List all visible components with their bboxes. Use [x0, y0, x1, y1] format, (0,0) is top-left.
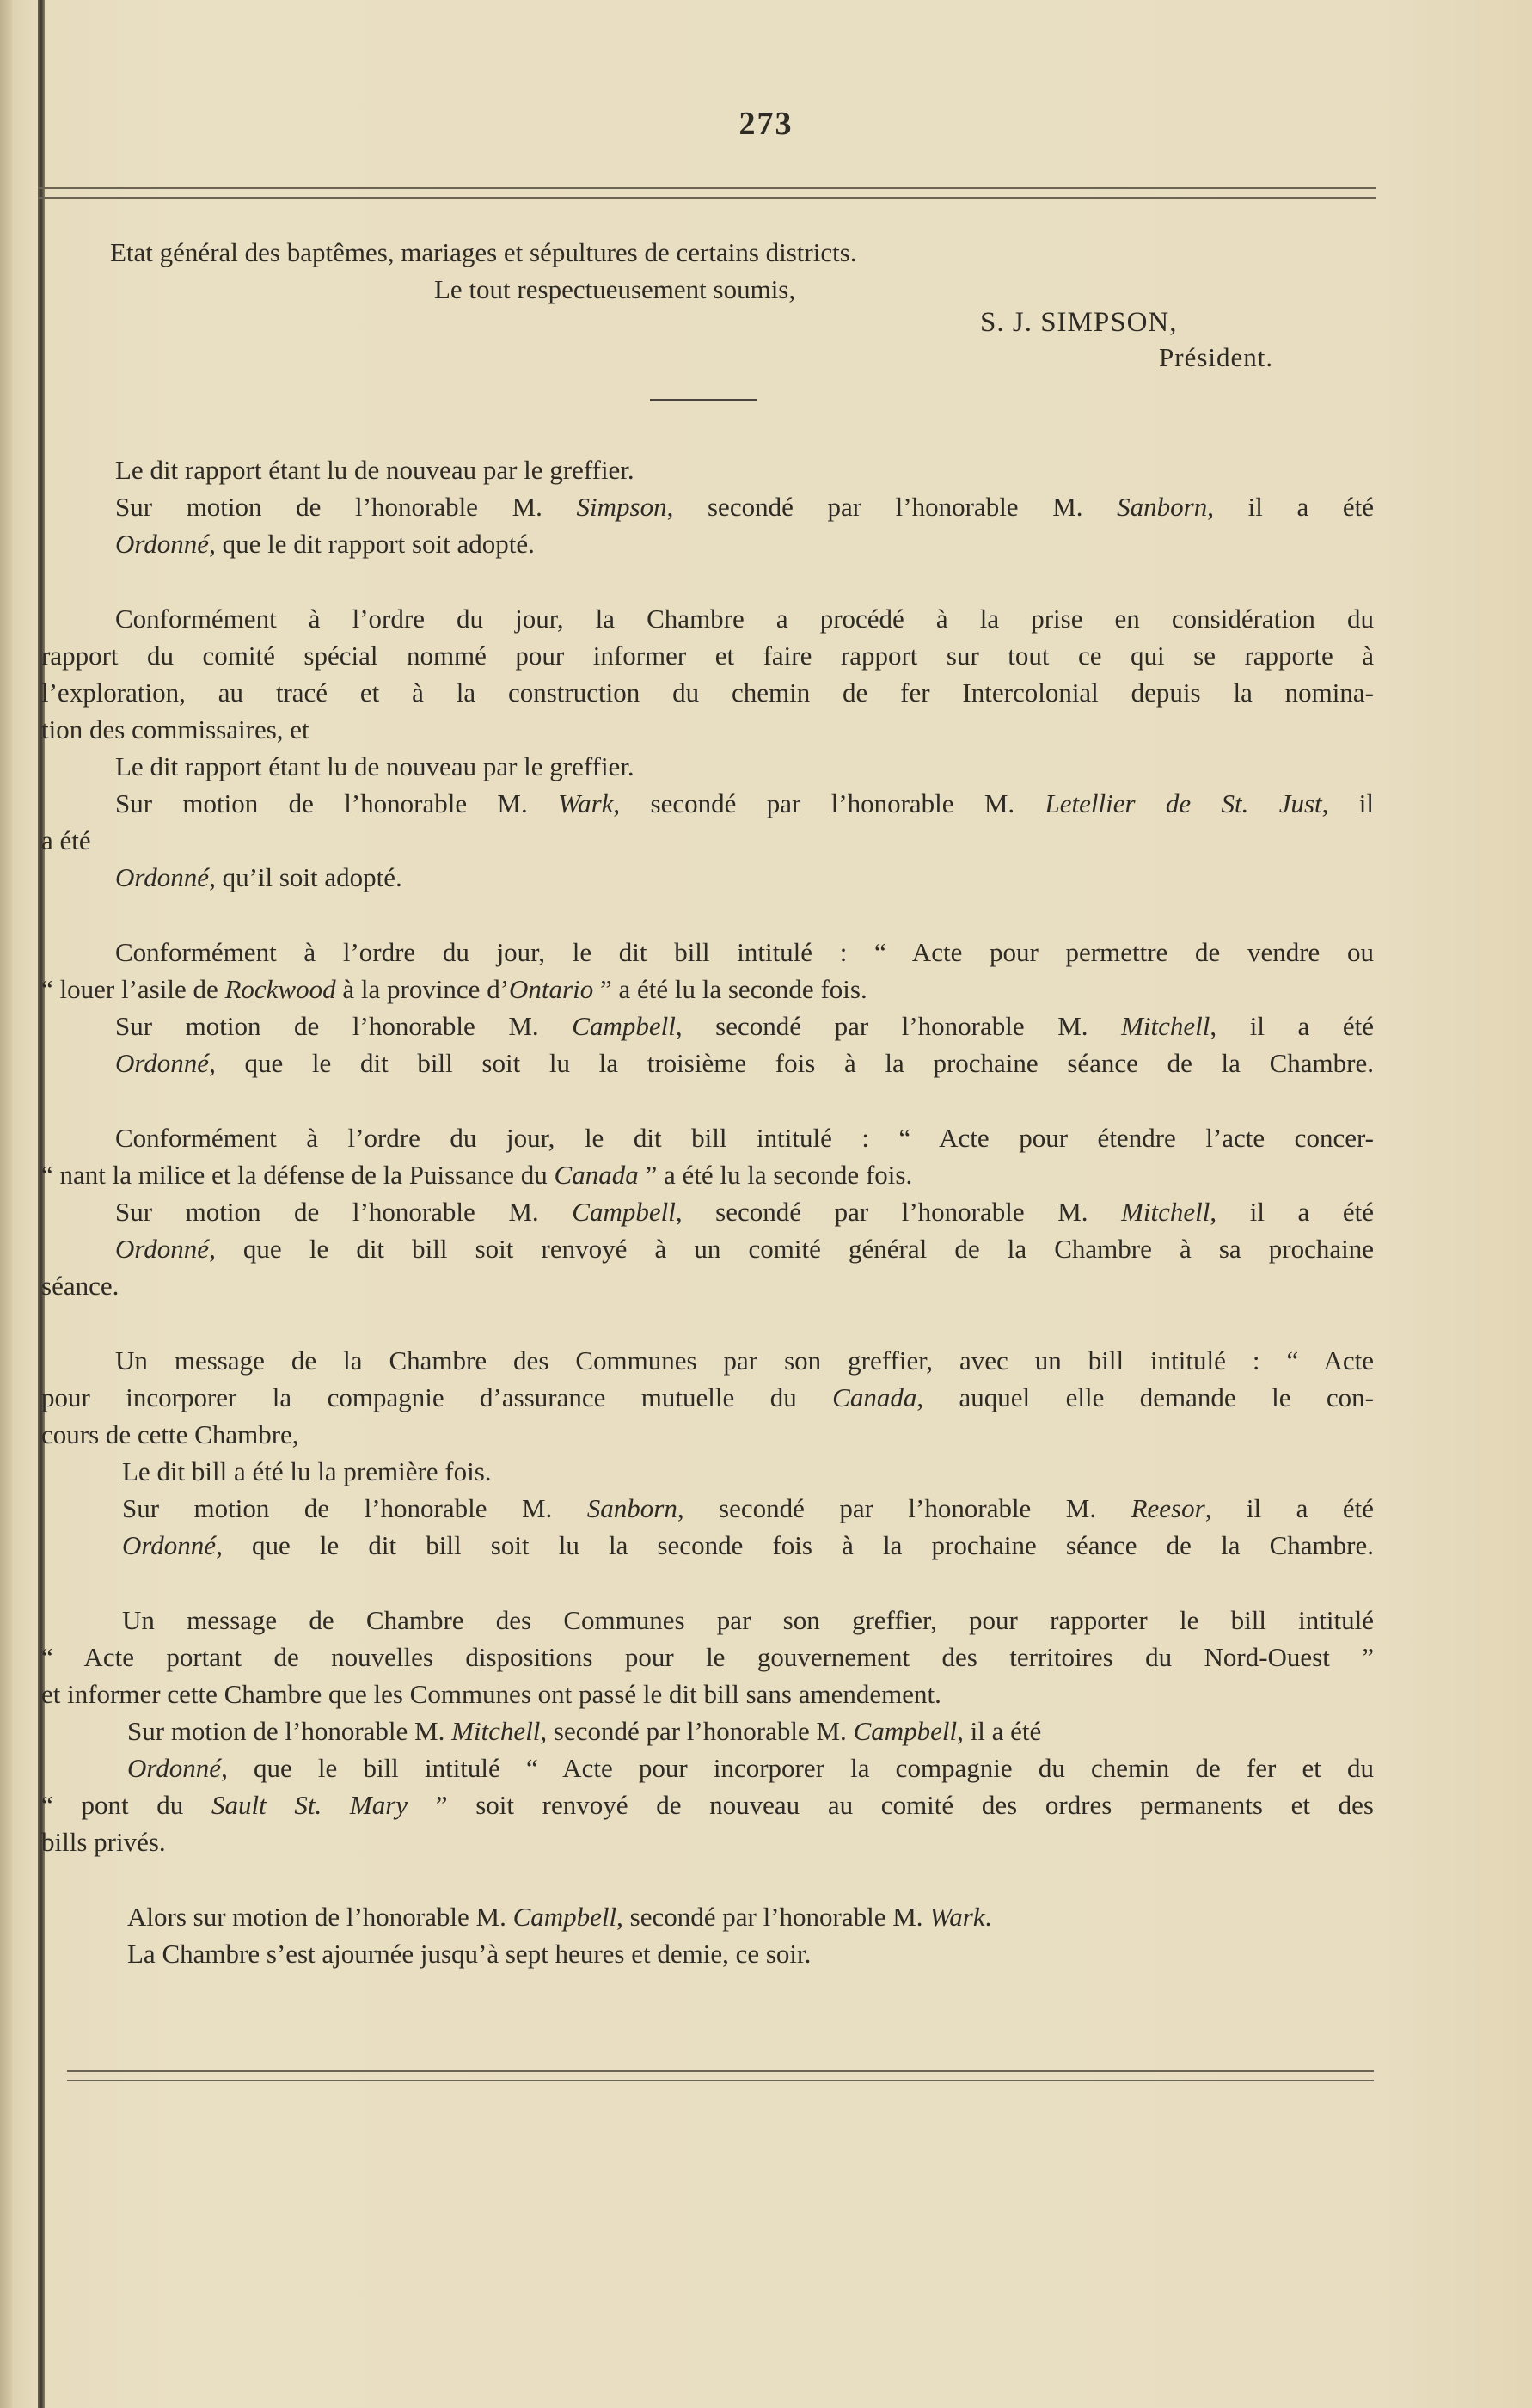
text-span: , secondé par l’honorable M.: [616, 1902, 930, 1932]
italic-name: Campbell: [572, 1197, 676, 1227]
bottom-double-rule: [67, 2070, 1374, 2081]
text-span: Conformément à l’ordre du jour, la Chambre a procédé à la prise en considération du: [115, 604, 1374, 634]
italic-name: Ontario: [509, 974, 594, 1004]
italic-name: Sanborn: [586, 1493, 677, 1523]
text-line: [41, 1379, 1374, 1416]
text-line: [41, 859, 1374, 896]
paragraph-gap: [41, 1304, 1374, 1342]
text-line: [41, 1416, 1374, 1453]
italic-name: Sault St. Mary: [211, 1790, 408, 1820]
text-span: , secondé par l’honorable M.: [613, 788, 1045, 818]
text-span: , que le dit bill soit renvoyé à un comité général de la Chambre à sa prochaine: [209, 1234, 1374, 1264]
minutes-paragraph: [41, 1602, 1374, 1860]
paragraph-gap: [41, 1564, 1374, 1602]
text-line: [41, 1119, 1374, 1156]
text-span: .: [984, 1902, 992, 1932]
text-line: [41, 1898, 1374, 1935]
italic-name: Simpson: [576, 492, 667, 522]
text-line: [41, 785, 1374, 822]
minutes-paragraph: [41, 934, 1374, 1081]
text-span: bills privés.: [41, 1827, 166, 1857]
text-line: [41, 1786, 1374, 1823]
text-line: [41, 1490, 1374, 1527]
minutes-paragraph: [41, 1898, 1374, 1972]
italic-name: Wark: [929, 1902, 985, 1932]
text-line: [41, 1193, 1374, 1230]
text-line: [41, 674, 1374, 711]
minutes-paragraph: [41, 600, 1374, 896]
text-span: l’exploration, au tracé et à la construction du chemin de fer Intercolonial depuis la nomina-: [41, 677, 1374, 708]
minutes-paragraph: [41, 1119, 1374, 1304]
text-line: [41, 1453, 1374, 1490]
paragraph-gap: [41, 1081, 1374, 1119]
text-span: ” a été lu la seconde fois.: [638, 1160, 913, 1190]
text-line: [41, 1676, 1374, 1713]
text-line: [41, 1267, 1374, 1304]
text-span: Le dit rapport étant lu de nouveau par le greffier.: [115, 455, 634, 485]
italic-name: Letellier de St. Just: [1045, 788, 1322, 818]
italic-name: Sanborn: [1117, 492, 1208, 522]
text-line: [41, 1230, 1374, 1267]
italic-name: Ordonné: [115, 1048, 210, 1078]
text-span: , qu’il soit adopté.: [209, 862, 402, 892]
text-span: La Chambre s’est ajournée jusqu’à sept heures et demie, ce soir.: [127, 1939, 812, 1969]
top-double-rule: [38, 187, 1376, 199]
text-line: [41, 934, 1374, 971]
text-line: [41, 1045, 1374, 1081]
text-span: , secondé par l’honorable M.: [666, 492, 1118, 522]
italic-name: Reesor: [1131, 1493, 1205, 1523]
minutes-paragraph: [41, 451, 1374, 562]
minutes-paragraph: [41, 1342, 1374, 1564]
text-span: Le dit rapport étant lu de nouveau par le greffier.: [115, 751, 634, 781]
text-span: Sur motion de l’honorable M.: [122, 1493, 587, 1523]
text-line: [41, 711, 1374, 748]
text-span: , que le bill intitulé “ Acte pour incorporer la compagnie du chemin de fer et du: [221, 1753, 1374, 1783]
text-line: [41, 1008, 1374, 1045]
text-line: [41, 1602, 1374, 1639]
text-span: , il a été: [957, 1716, 1042, 1746]
text-line: [41, 637, 1374, 674]
italic-name: Campbell: [572, 1011, 676, 1041]
text-span: “ louer l’asile de: [41, 974, 225, 1004]
text-span: Sur motion de l’honorable M.: [115, 1011, 573, 1041]
section-divider: [650, 399, 757, 401]
text-span: , auquel elle demande le con-: [916, 1382, 1374, 1412]
report-description: Etat général des baptêmes, mariages et sépultures de certains districts.: [110, 237, 857, 267]
paragraph-gap: [41, 896, 1374, 934]
signature-title: Président.: [1159, 342, 1274, 372]
text-span: Sur motion de l’honorable M.: [115, 788, 559, 818]
paragraph-gap: [41, 562, 1374, 600]
text-span: , secondé par l’honorable M.: [675, 1011, 1122, 1041]
text-span: à la province d’: [335, 974, 510, 1004]
italic-name: Canada: [832, 1382, 917, 1412]
italic-name: Ordonné: [115, 862, 210, 892]
signature-name: S. J. SIMPSON,: [980, 307, 1178, 338]
italic-name: Ordonné: [115, 1234, 210, 1264]
text-span: , il a été: [1210, 1011, 1374, 1041]
text-line: [41, 1156, 1374, 1193]
paragraph-gap: [41, 1860, 1374, 1898]
page-gutter: [0, 0, 12, 2408]
report-closing: Le tout respectueusement soumis,: [434, 274, 796, 304]
text-span: “ Acte portant de nouvelles dispositions pour le gouvernement des territoires du Nord-Ouest ”: [41, 1642, 1374, 1672]
text-span: , il a été: [1210, 1197, 1374, 1227]
text-span: ” soit renvoyé de nouveau au comité des ordres permanents et des: [408, 1790, 1374, 1820]
text-line: [41, 971, 1374, 1008]
text-line: [41, 1749, 1374, 1786]
italic-name: Mitchell: [1121, 1011, 1210, 1041]
text-span: , il a été: [1207, 492, 1374, 522]
text-line: [41, 1935, 1374, 1972]
text-span: Le dit bill a été lu la première fois.: [122, 1456, 492, 1486]
italic-name: Mitchell: [1121, 1197, 1210, 1227]
text-line: [41, 451, 1374, 488]
text-span: Sur motion de l’honorable M.: [127, 1716, 452, 1746]
italic-name: Rockwood: [224, 974, 336, 1004]
text-span: tion des commissaires, et: [41, 714, 309, 744]
text-line: [41, 1527, 1374, 1564]
text-span: Un message de la Chambre des Communes par son greffier, avec un bill intitulé : “ Acte: [115, 1345, 1374, 1376]
text-line: [41, 1713, 1374, 1749]
text-span: , il: [1321, 788, 1374, 818]
italic-name: Canada: [554, 1160, 639, 1190]
text-span: , secondé par l’honorable M.: [540, 1716, 854, 1746]
text-line: [41, 748, 1374, 785]
text-span: , que le dit bill soit lu la seconde fois à la prochaine séance de la Chambre.: [216, 1530, 1374, 1560]
italic-name: Ordonné: [122, 1530, 217, 1560]
text-span: “ pont du: [41, 1790, 211, 1820]
text-span: cours de cette Chambre,: [41, 1419, 299, 1449]
text-span: , que le dit bill soit lu la troisième fois à la prochaine séance de la Chambre.: [209, 1048, 1374, 1078]
italic-name: Mitchell: [451, 1716, 541, 1746]
text-span: Conformément à l’ordre du jour, le dit bill intitulé : “ Acte pour étendre l’acte concer-: [115, 1123, 1374, 1153]
text-span: , que le dit rapport soit adopté.: [209, 529, 535, 559]
text-span: Conformément à l’ordre du jour, le dit bill intitulé : “ Acte pour permettre de vendre ou: [115, 937, 1374, 967]
text-line: [41, 822, 1374, 859]
text-line: [41, 600, 1374, 637]
italic-name: Wark: [558, 788, 614, 818]
page-number: 273: [738, 106, 794, 142]
text-span: “ nant la milice et la défense de la Puissance du: [41, 1160, 555, 1190]
text-span: , il a été: [1204, 1493, 1374, 1523]
text-span: Sur motion de l’honorable M.: [115, 492, 577, 522]
text-line: [41, 1823, 1374, 1860]
text-line: [41, 1342, 1374, 1379]
text-span: pour incorporer la compagnie d’assurance mutuelle du: [41, 1382, 833, 1412]
text-line: [41, 1639, 1374, 1676]
text-span: , secondé par l’honorable M.: [677, 1493, 1131, 1523]
text-span: , secondé par l’honorable M.: [675, 1197, 1122, 1227]
text-span: Alors sur motion de l’honorable M.: [127, 1902, 513, 1932]
text-span: Un message de Chambre des Communes par son greffier, pour rapporter le bill intitulé: [122, 1605, 1374, 1635]
italic-name: Campbell: [512, 1902, 617, 1932]
text-span: et informer cette Chambre que les Communes ont passé le dit bill sans amendement.: [41, 1679, 941, 1709]
text-span: séance.: [41, 1271, 119, 1301]
text-span: ” a été lu la seconde fois.: [593, 974, 867, 1004]
italic-name: Ordonné: [115, 529, 210, 559]
text-span: a été: [41, 825, 91, 855]
italic-name: Campbell: [853, 1716, 958, 1746]
text-span: rapport du comité spécial nommé pour informer et faire rapport sur tout ce qui se rapporte à: [41, 640, 1374, 671]
text-span: Sur motion de l’honorable M.: [115, 1197, 573, 1227]
text-line: [41, 488, 1374, 525]
text-line: [41, 525, 1374, 562]
italic-name: Ordonné: [127, 1753, 222, 1783]
minutes-body: [41, 451, 1374, 1972]
